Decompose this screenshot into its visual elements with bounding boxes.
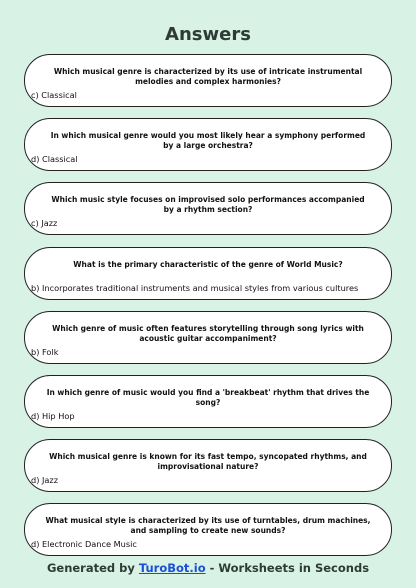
footer-prefix: Generated by [46, 561, 139, 575]
answer-card [24, 503, 392, 556]
answer-text: d) Jazz [31, 475, 59, 486]
question-text: Which musical genre is known for its fast tempo, syncopated rhythms, and improvisational nature? [49, 452, 367, 472]
answer-text: c) Jazz [31, 218, 58, 229]
answer-text: d) Classical [31, 154, 78, 165]
page-title: Answers [165, 24, 251, 45]
answer-card [24, 375, 392, 428]
answer-card [24, 54, 392, 107]
answer-text: b) Folk [31, 346, 59, 357]
turobot-link[interactable]: TuroBot.io [138, 561, 206, 575]
answer-card [24, 439, 392, 492]
answer-card [24, 118, 392, 171]
question-text: What musical style is characterized by its use of turntables, drum machines, and sampling to create new sounds? [45, 516, 371, 536]
answer-list [24, 54, 392, 568]
question-text: Which genre of music often features storytelling through song lyrics with acoustic guitar accompaniment? [52, 323, 364, 343]
question-text: Which musical genre is characterized by its use of intricate instrumental melodies and complex harmonies? [53, 67, 363, 86]
answer-card [24, 247, 392, 300]
answer-text: c) Classical [31, 90, 77, 100]
answer-text: d) Hip Hop [31, 410, 75, 421]
footer [0, 561, 416, 575]
answer-text: b) Incorporates traditional instruments and musical styles from various cultures [31, 282, 359, 293]
question-text: In which musical genre would you most likely hear a symphony performed by a large orchestra? [50, 131, 366, 151]
question-text: What is the primary characteristic of the genre of World Music? [73, 259, 343, 269]
answer-card [24, 182, 392, 235]
question-text: Which music style focuses on improvised solo performances accompanied by a rhythm section? [51, 195, 365, 215]
footer-suffix: - Worksheets in Seconds [205, 561, 370, 575]
answer-text: d) Electronic Dance Music [31, 539, 137, 550]
answer-card [24, 311, 392, 364]
question-text: In which genre of music would you find a 'breakbeat' rhythm that drives the song? [46, 387, 370, 407]
